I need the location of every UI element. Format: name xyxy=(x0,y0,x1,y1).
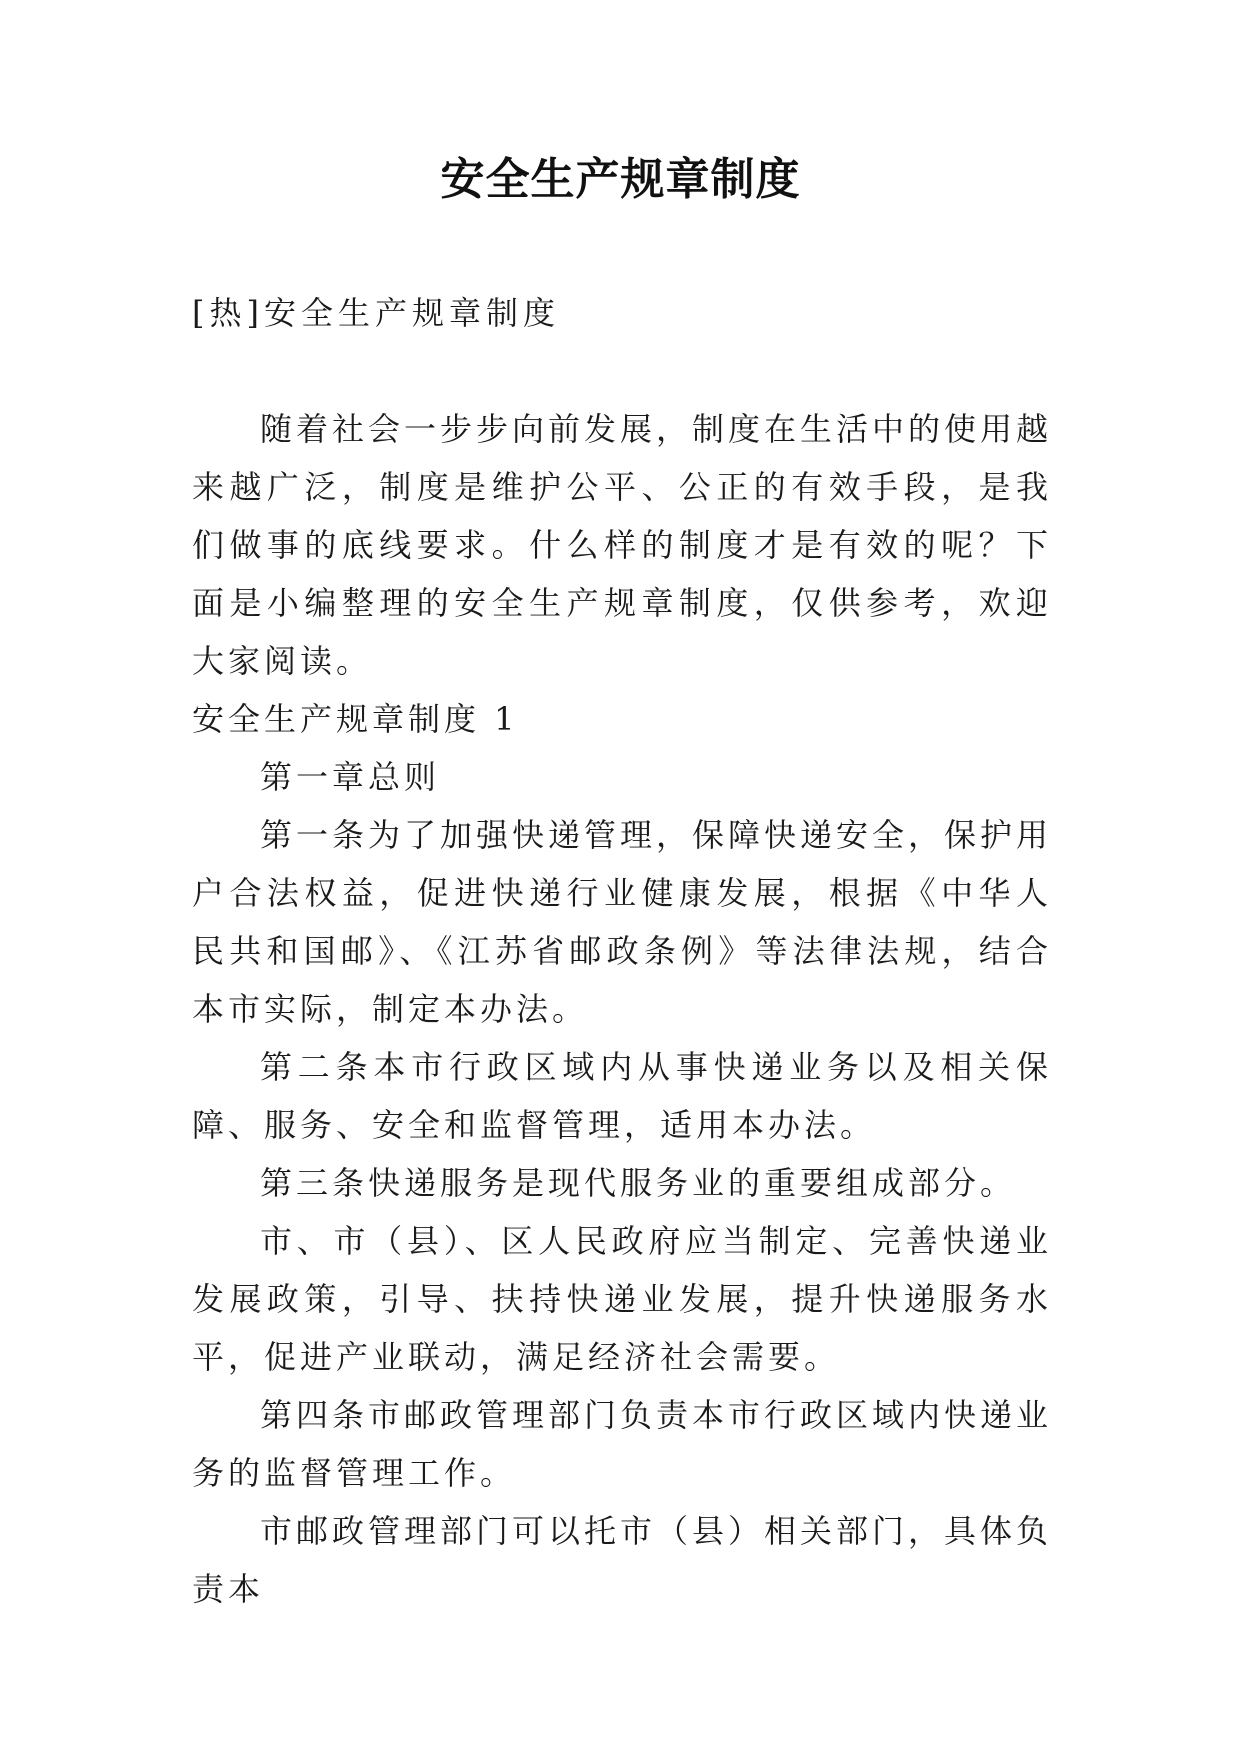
document-subtitle: [热]安全生产规章制度 xyxy=(192,294,560,332)
article-paragraph: 市邮政管理部门可以托市（县）相关部门，具体负责本 xyxy=(192,1512,1053,1608)
article-paragraph: 市、市（县）、区人民政府应当制定、完善快递业发展政策，引导、扶持快递业发展，提升快递服务水平，促进产业联动，满足经济社会需要。 xyxy=(192,1222,1052,1376)
article-paragraph: 第二条本市行政区域内从事快递业务以及相关保障、服务、安全和监督管理，适用本办法。 xyxy=(192,1048,1052,1144)
document-content xyxy=(192,690,1052,1618)
document-title: 安全生产规章制度 xyxy=(440,154,801,205)
article-paragraph: 第三条快递服务是现代服务业的重要组成部分。 xyxy=(260,1164,1017,1202)
intro-paragraph: 随着社会一步步向前发展，制度在生活中的使用越来越广泛，制度是维护公平、公正的有效手段，是我们做事的底线要求。什么样的制度才是有效的呢？下面是小编整理的安全生产规章制度，仅供参考，欢迎大家阅读。 xyxy=(192,410,1053,680)
article-paragraph: 第四条市邮政管理部门负责本市行政区域内快递业务的监督管理工作。 xyxy=(192,1396,1053,1492)
article-paragraph: 第一条为了加强快递管理，保障快递安全，保护用户合法权益，促进快递行业健康发展，根据《中华人民共和国邮》、《江苏省邮政条例》等法律法规，结合本市实际，制定本办法。 xyxy=(192,816,1053,1028)
section-heading: 安全生产规章制度 1 xyxy=(192,700,519,738)
chapter-heading: 第一章总则 xyxy=(260,758,441,796)
